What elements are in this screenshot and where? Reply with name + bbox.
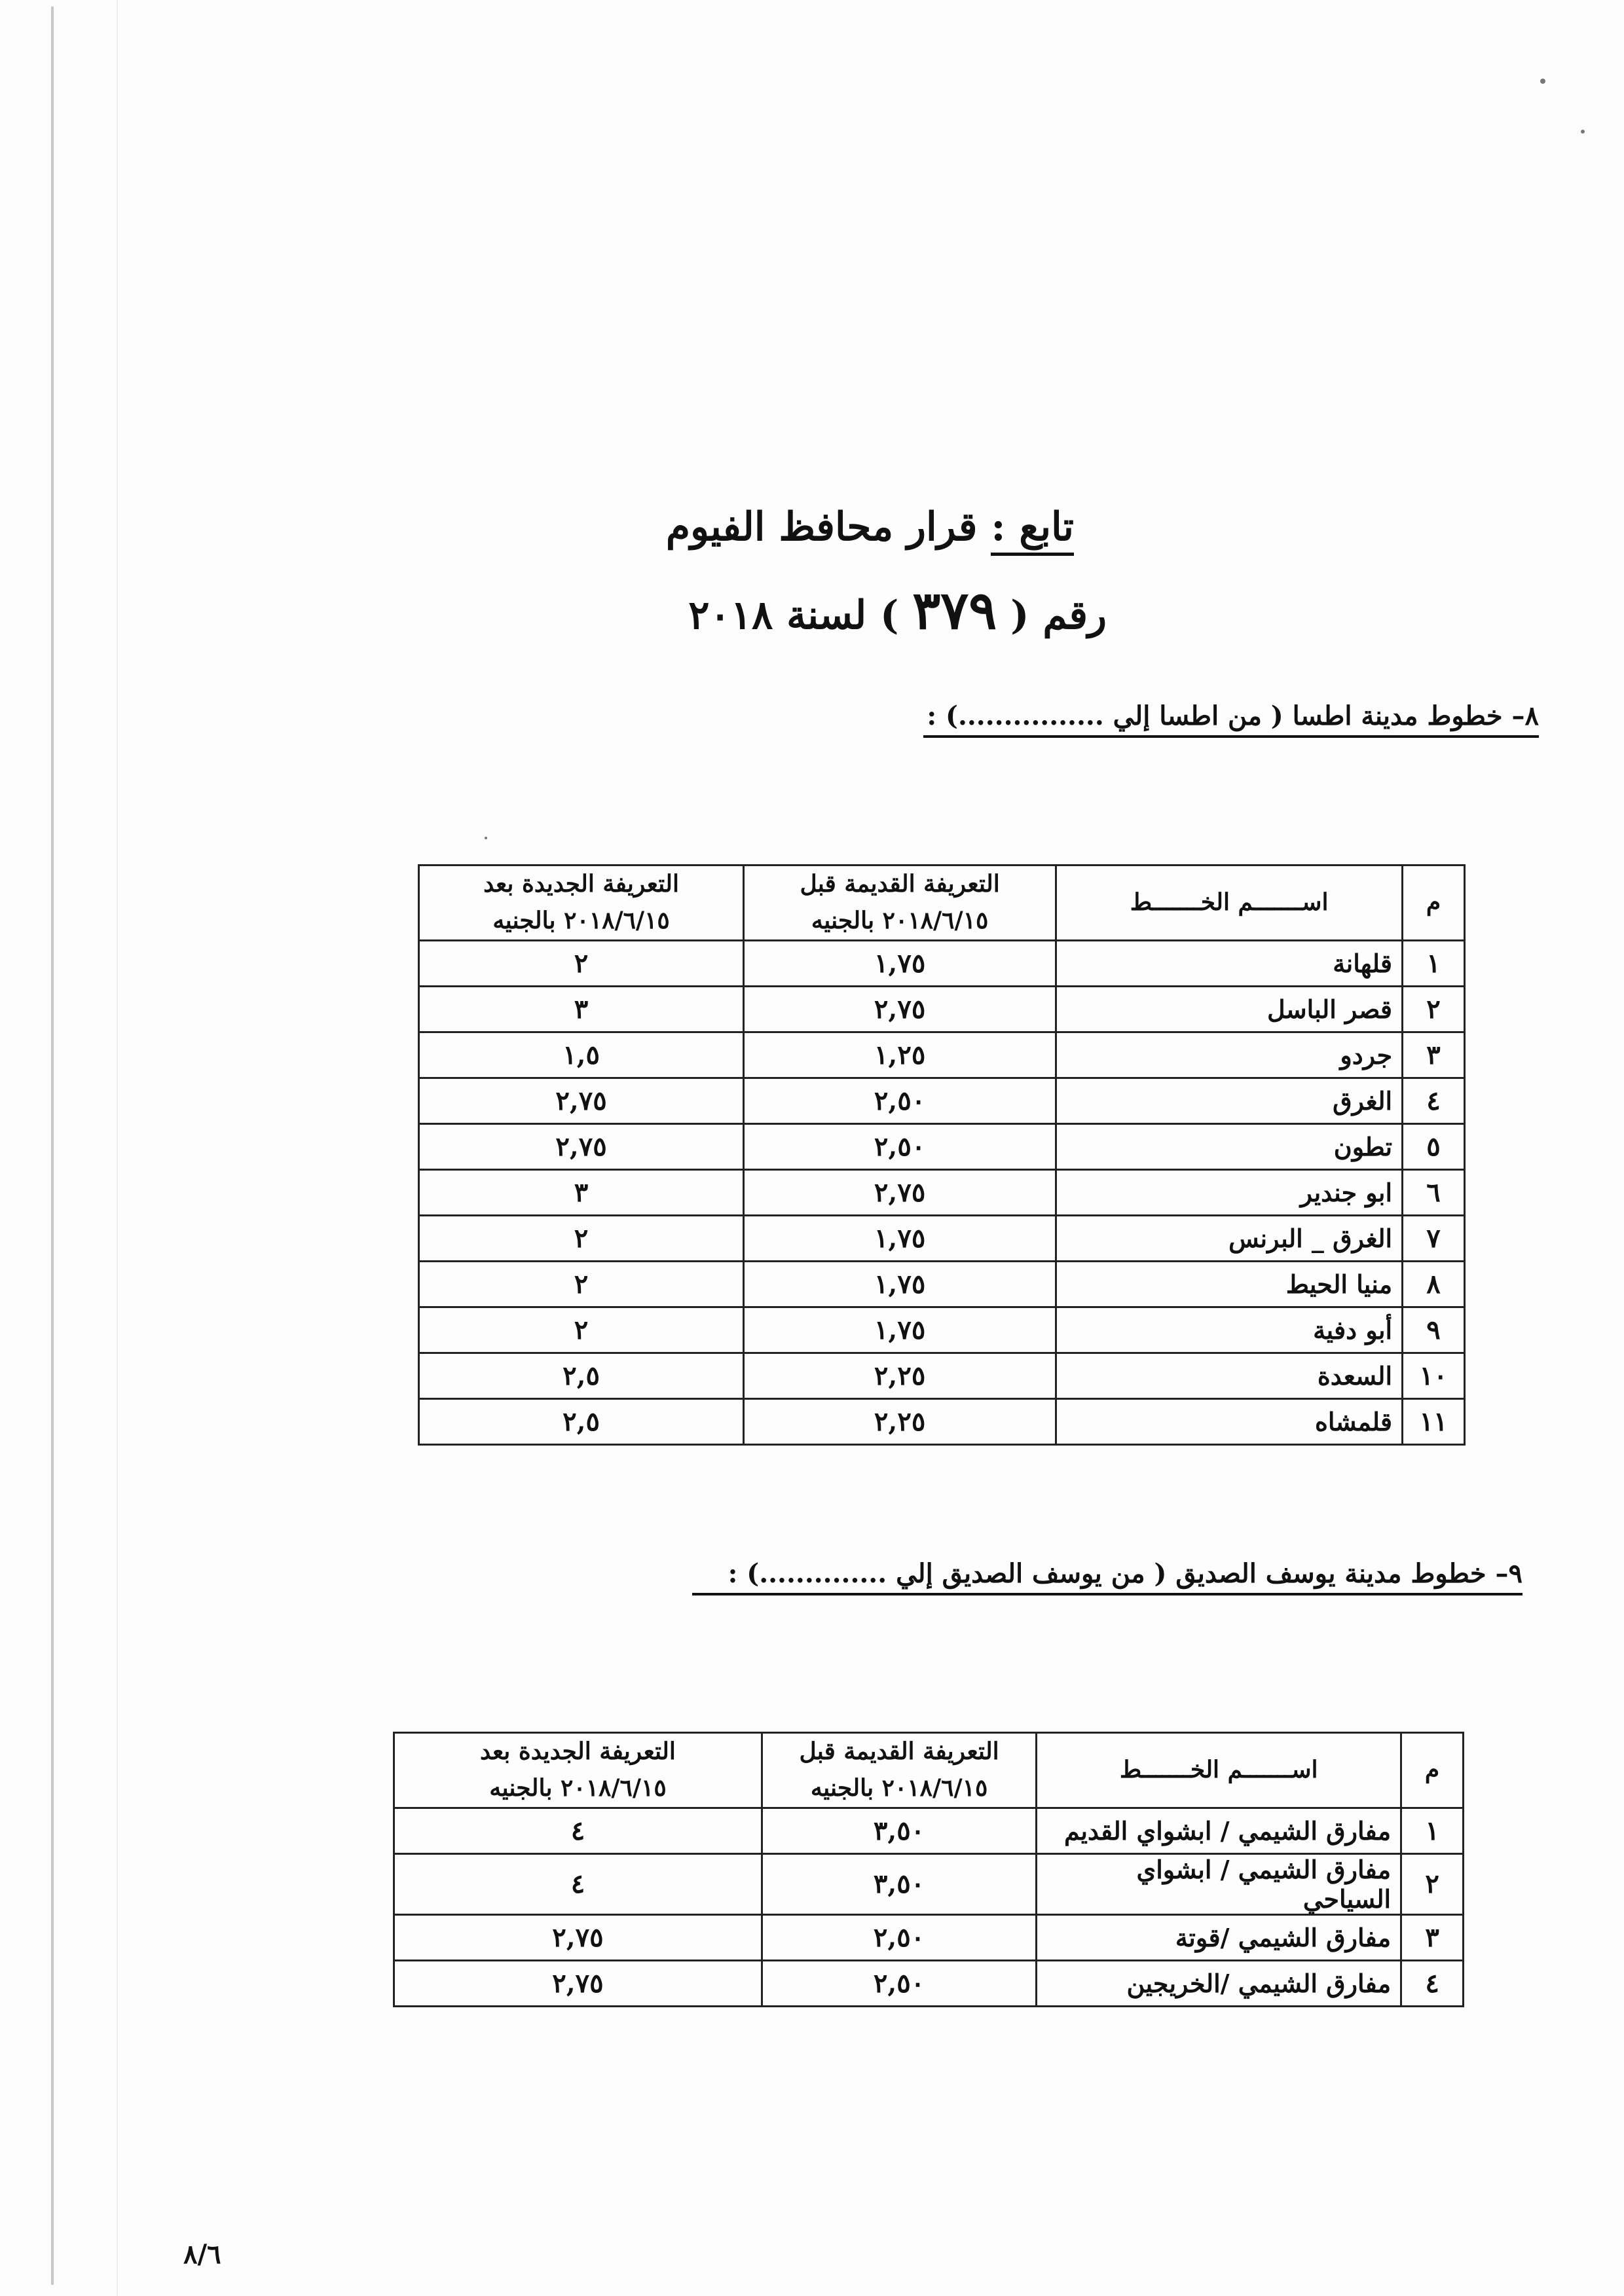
scan-edge-line xyxy=(51,7,54,2285)
old-tariff: ١,٧٥ xyxy=(744,1261,1056,1307)
table-row xyxy=(419,1398,1465,1444)
line-name: منيا الحيط xyxy=(1056,1261,1403,1307)
line-name: ابو جندير xyxy=(1056,1169,1403,1215)
scan-shadow-line xyxy=(117,0,118,2296)
row-index: ١١ xyxy=(1403,1398,1465,1444)
new-tariff: ٤ xyxy=(394,1808,762,1853)
old-tariff-header-line1: التعريفة القديمة قبل xyxy=(800,870,1000,898)
table-row xyxy=(419,1078,1465,1123)
line-name: مفارق الشيمي / ابشواي السياحي xyxy=(1037,1853,1401,1914)
new-tariff: ٢,٧٥ xyxy=(419,1123,744,1169)
row-index: ٨ xyxy=(1403,1261,1465,1307)
follow-label: تابع : xyxy=(991,504,1074,556)
table-row xyxy=(394,1914,1464,1960)
table-row xyxy=(419,1123,1465,1169)
table-row xyxy=(419,1307,1465,1353)
line-name: مفارق الشيمي /قوتة xyxy=(1037,1914,1401,1960)
row-index: ٣ xyxy=(1401,1914,1464,1960)
row-index: ٤ xyxy=(1401,1960,1464,2006)
new-tariff: ٢,٧٥ xyxy=(394,1914,762,1960)
line-name-header: اســـــــم الخـــــــط xyxy=(1056,866,1403,941)
row-index: ١٠ xyxy=(1403,1353,1465,1398)
new-tariff: ٢,٧٥ xyxy=(419,1078,744,1123)
old-tariff: ١,٢٥ xyxy=(744,1032,1056,1078)
table-row xyxy=(394,1853,1464,1914)
new-tariff-header-line1: التعريفة الجديدة بعد xyxy=(480,1738,676,1765)
line-name: قلمشاه xyxy=(1056,1398,1403,1444)
decree-number-line xyxy=(688,579,1107,641)
scan-speck xyxy=(1540,79,1545,84)
table-row xyxy=(419,1169,1465,1215)
row-index: ١ xyxy=(1403,940,1465,986)
line-name: قصر الباسل xyxy=(1056,986,1403,1032)
new-tariff-header-line2: ٢٠١٨/٦/١٥ بالجنيه xyxy=(492,906,670,934)
new-tariff: ٢ xyxy=(419,940,744,986)
table-row xyxy=(419,940,1465,986)
old-tariff: ٢,٧٥ xyxy=(744,986,1056,1032)
old-tariff: ٢,٢٥ xyxy=(744,1353,1056,1398)
row-index: ٥ xyxy=(1403,1123,1465,1169)
row-index: ٤ xyxy=(1403,1078,1465,1123)
table-row xyxy=(419,1215,1465,1261)
decree-number: ٣٧٩ xyxy=(912,579,997,641)
table-row xyxy=(419,1353,1465,1398)
table-row xyxy=(394,1960,1464,2006)
line-name: الغرق xyxy=(1056,1078,1403,1123)
old-tariff: ٢,٢٥ xyxy=(744,1398,1056,1444)
old-tariff: ٣,٥٠ xyxy=(762,1808,1036,1853)
table-header-row xyxy=(419,866,1465,941)
old-tariff: ٣,٥٠ xyxy=(762,1853,1036,1914)
old-tariff-header-line2: ٢٠١٨/٦/١٥ بالجنيه xyxy=(810,1774,988,1802)
table-row xyxy=(419,1261,1465,1307)
old-tariff: ٢,٧٥ xyxy=(744,1169,1056,1215)
line-name: جردو xyxy=(1056,1032,1403,1078)
row-index: ٢ xyxy=(1401,1853,1464,1914)
new-tariff: ٢ xyxy=(419,1307,744,1353)
table-row xyxy=(419,1032,1465,1078)
scan-speck xyxy=(1581,130,1585,134)
new-tariff: ٢ xyxy=(419,1261,744,1307)
new-tariff-header xyxy=(419,866,744,941)
row-index: ٢ xyxy=(1403,986,1465,1032)
new-tariff: ٢,٥ xyxy=(419,1353,744,1398)
new-tariff: ٢ xyxy=(419,1215,744,1261)
section-9-tariff-table xyxy=(393,1732,1464,2007)
new-tariff-header xyxy=(394,1733,762,1808)
line-name: السعدة xyxy=(1056,1353,1403,1398)
page-number: ٨/٦ xyxy=(183,2239,221,2270)
line-name: أبو دفية xyxy=(1056,1307,1403,1353)
new-tariff: ٢,٥ xyxy=(419,1398,744,1444)
new-tariff: ٣ xyxy=(419,1169,744,1215)
decree-text: قرار محافظ الفيوم xyxy=(665,504,978,550)
line-name: مفارق الشيمي /الخريجين xyxy=(1037,1960,1401,2006)
line-name-header: اســـــــم الخـــــــط xyxy=(1037,1733,1401,1808)
old-tariff: ٢,٥٠ xyxy=(762,1914,1036,1960)
row-index: ٦ xyxy=(1403,1169,1465,1215)
new-tariff: ٤ xyxy=(394,1853,762,1914)
old-tariff: ٢,٥٠ xyxy=(744,1078,1056,1123)
new-tariff-header-line1: التعريفة الجديدة بعد xyxy=(483,870,679,898)
old-tariff: ١,٧٥ xyxy=(744,1307,1056,1353)
new-tariff: ٢,٧٥ xyxy=(394,1960,762,2006)
new-tariff: ٣ xyxy=(419,986,744,1032)
index-header: م xyxy=(1403,866,1465,941)
number-suffix: ) لسنة ٢٠١٨ xyxy=(688,592,899,638)
index-header: م xyxy=(1401,1733,1464,1808)
line-name: مفارق الشيمي / ابشواي القديم xyxy=(1037,1808,1401,1853)
table-row xyxy=(394,1808,1464,1853)
old-tariff-header xyxy=(762,1733,1036,1808)
old-tariff: ٢,٥٠ xyxy=(762,1960,1036,2006)
line-name: قلهانة xyxy=(1056,940,1403,986)
row-index: ٣ xyxy=(1403,1032,1465,1078)
new-tariff: ١,٥ xyxy=(419,1032,744,1078)
old-tariff: ١,٧٥ xyxy=(744,940,1056,986)
table-header-row xyxy=(394,1733,1464,1808)
row-index: ٧ xyxy=(1403,1215,1465,1261)
section-8-heading: ٨– خطوط مدينة اطسا ( من اطسا إلي ................) : xyxy=(923,701,1539,738)
table-row xyxy=(419,986,1465,1032)
old-tariff-header-line2: ٢٠١٨/٦/١٥ بالجنيه xyxy=(811,906,989,934)
row-index: ١ xyxy=(1401,1808,1464,1853)
number-prefix: رقم ( xyxy=(1010,592,1107,638)
new-tariff-header-line2: ٢٠١٨/٦/١٥ بالجنيه xyxy=(489,1774,667,1802)
old-tariff-header xyxy=(744,866,1056,941)
line-name: تطون xyxy=(1056,1123,1403,1169)
old-tariff: ١,٧٥ xyxy=(744,1215,1056,1261)
old-tariff-header-line1: التعريفة القديمة قبل xyxy=(799,1738,999,1765)
row-index: ٩ xyxy=(1403,1307,1465,1353)
document-title xyxy=(666,504,1074,550)
section-8-tariff-table xyxy=(418,864,1466,1446)
scan-speck xyxy=(485,837,487,839)
line-name: الغرق _ البرنس xyxy=(1056,1215,1403,1261)
old-tariff: ٢,٥٠ xyxy=(744,1123,1056,1169)
section-9-heading: ٩– خطوط مدينة يوسف الصديق ( من يوسف الصديق إلي ..............) : xyxy=(692,1558,1522,1595)
